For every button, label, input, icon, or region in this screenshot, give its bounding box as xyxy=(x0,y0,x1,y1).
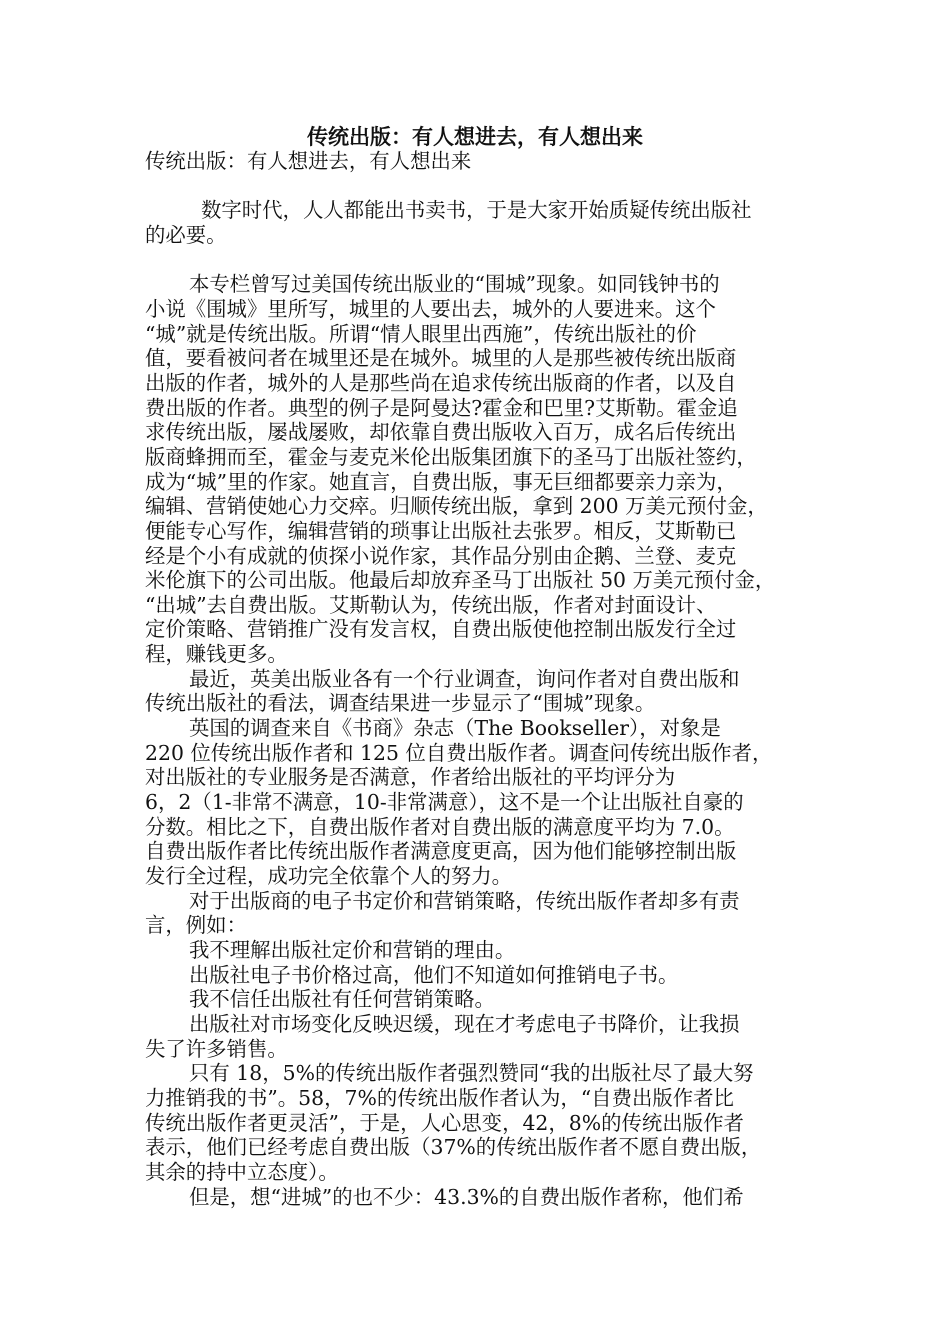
paragraph-line: 小说《围城》里所写，城里的人要出去，城外的人要进来。这个 xyxy=(145,296,716,321)
paragraph-line: 便能专心写作，编辑营销的琐事让出版社去张罗。相反，艾斯勒已 xyxy=(145,518,737,543)
paragraph-line: 传统出版社的看法，调查结果进一步显示了“围城”现象。 xyxy=(145,691,656,716)
paragraph-line: 失了许多销售。 xyxy=(145,1036,288,1061)
paragraph-line: 定价策略、营销推广没有发言权，自费出版使他控制出版发行全过 xyxy=(145,617,737,642)
paragraph-line: 的必要。 xyxy=(145,222,227,247)
paragraph-line: 数字时代，人人都能出书卖书，于是大家开始质疑传统出版社 xyxy=(201,198,752,223)
quote-line: 我不理解出版社定价和营销的理由。 xyxy=(189,938,516,962)
quote-line: 出版社电子书价格过高，他们不知道如何推销电子书。 xyxy=(189,962,679,987)
paragraph-line: 对出版社的专业服务是否满意，作者给出版社的平均评分为 xyxy=(145,765,676,790)
subtitle-line: 传统出版：有人想进去，有人想出来 xyxy=(145,149,472,173)
quote-line: 出版社对市场变化反映迟缓，现在才考虑电子书降价，让我损 xyxy=(189,1011,740,1036)
paragraph-line: “出城”去自费出版。艾斯勒认为，传统出版，作者对封面设计、 xyxy=(145,592,717,617)
paragraph-line: 发行全过程，成功完全依靠个人的努力。 xyxy=(145,864,513,889)
paragraph-line: 言，例如： xyxy=(145,913,247,938)
paragraph-line: 分数。相比之下，自费出版作者对自费出版的满意度平均为 7.0。 xyxy=(145,814,735,839)
blank-line xyxy=(145,248,815,273)
paragraph-line: 出版的作者，城外的人是那些尚在追求传统出版商的作者，以及自 xyxy=(145,370,737,395)
paragraph-line: 对于出版商的电子书定价和营销策略，传统出版作者却多有责 xyxy=(189,888,740,913)
paragraph-line: 版商蜂拥而至，霍金与麦克米伦出版集团旗下的圣马丁出版社签约， xyxy=(145,444,757,469)
paragraph-line: 费出版的作者。典型的例子是阿曼达?霍金和巴里?艾斯勒。霍金追 xyxy=(145,395,738,420)
paragraph-line: 表示，他们已经考虑自费出版（37%的传统出版作者不愿自费出版， xyxy=(145,1135,762,1160)
paragraph-line: 其余的持中立态度）。 xyxy=(145,1159,339,1184)
blank-line xyxy=(145,174,815,199)
paragraph-line: 本专栏曾写过美国传统出版业的“围城”现象。如同钱钟书的 xyxy=(189,272,720,297)
paragraph-line: 220 位传统出版作者和 125 位自费出版作者。调查问传统出版作者， xyxy=(145,740,773,765)
paragraph-line: 力推销我的书”。58，7%的传统出版作者认为，“自费出版作者比 xyxy=(145,1085,734,1110)
paragraph-line: 6，2（1-非常不满意，10-非常满意），这不是一个让出版社自豪的 xyxy=(145,790,744,815)
paragraph-line: 最近，英美出版业各有一个行业调查，询问作者对自费出版和 xyxy=(189,666,740,691)
quote-line: 我不信任出版社有任何营销策略。 xyxy=(189,987,495,1012)
paragraph-line: 求传统出版，屡战屡败，却依靠自费出版收入百万，成名后传统出 xyxy=(145,420,737,445)
document-title: 传统出版：有人想进去，有人想出来 xyxy=(307,124,643,149)
paragraph-line: 传统出版作者更灵活”，于是，人心思变，42，8%的传统出版作者 xyxy=(145,1110,744,1135)
paragraph-line: 经是个小有成就的侦探小说作家，其作品分别由企鹅、兰登、麦克 xyxy=(145,543,737,568)
paragraph-line: 值，要看被问者在城里还是在城外。城里的人是那些被传统出版商 xyxy=(145,346,737,371)
paragraph-line: 但是，想“进城”的也不少：43.3%的自费出版作者称，他们希 xyxy=(189,1184,744,1209)
paragraph-line: 程，赚钱更多。 xyxy=(145,642,288,667)
paragraph-line: 米伦旗下的公司出版。他最后却放弃圣马丁出版社 50 万美元预付金， xyxy=(145,568,776,593)
paragraph-line: 只有 18，5%的传统出版作者强烈赞同“我的出版社尽了最大努 xyxy=(189,1061,754,1086)
paragraph-line: 成为“城”里的作家。她直言，自费出版，事无巨细都要亲力亲为， xyxy=(145,469,737,494)
document-body xyxy=(145,149,815,1209)
paragraph-line: “城”就是传统出版。所谓“情人眼里出西施”，传统出版社的价 xyxy=(145,321,697,346)
paragraph-line: 编辑、营销使她心力交瘁。归顺传统出版，拿到 200 万美元预付金， xyxy=(145,494,768,519)
paragraph-line: 英国的调查来自《书商》杂志（The Bookseller），对象是 xyxy=(189,716,721,741)
paragraph-line: 自费出版作者比传统出版作者满意度更高，因为他们能够控制出版 xyxy=(145,839,737,864)
